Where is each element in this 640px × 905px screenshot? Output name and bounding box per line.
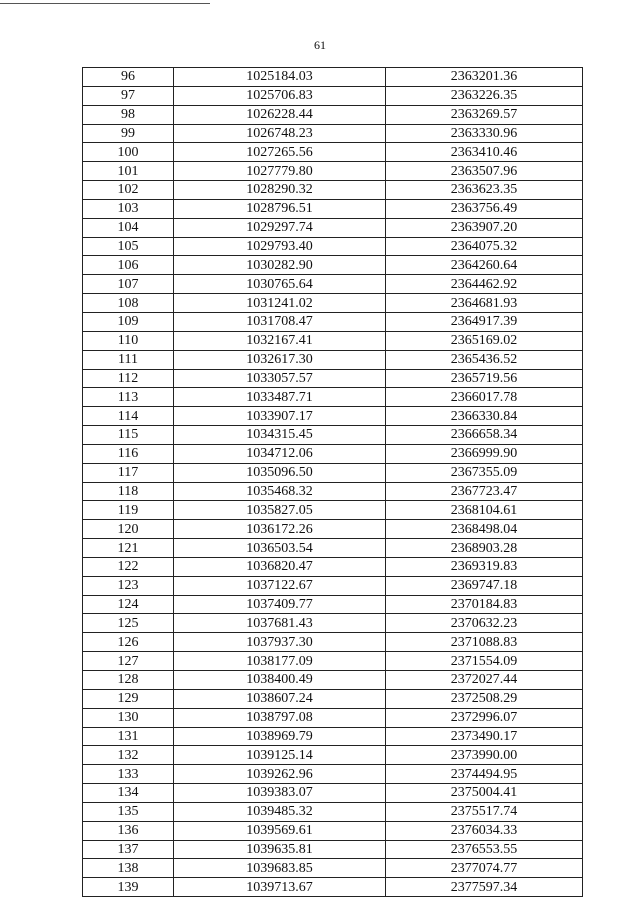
point-number-cell: 138 <box>83 859 174 878</box>
y-coordinate-cell: 2367723.47 <box>386 482 583 501</box>
x-coordinate-cell: 1037122.67 <box>174 576 386 595</box>
table-row <box>83 840 583 859</box>
point-number-cell: 129 <box>83 689 174 708</box>
x-coordinate-cell: 1027265.56 <box>174 143 386 162</box>
y-coordinate-cell: 2363330.96 <box>386 124 583 143</box>
x-coordinate-cell: 1027779.80 <box>174 162 386 181</box>
y-coordinate-cell: 2369319.83 <box>386 557 583 576</box>
y-coordinate-cell: 2363226.35 <box>386 86 583 105</box>
y-coordinate-cell: 2365169.02 <box>386 331 583 350</box>
point-number-cell: 124 <box>83 595 174 614</box>
table-row <box>83 124 583 143</box>
table-row <box>83 727 583 746</box>
table-row <box>83 576 583 595</box>
x-coordinate-cell: 1025184.03 <box>174 68 386 87</box>
table-row <box>83 86 583 105</box>
table-row <box>83 520 583 539</box>
point-number-cell: 117 <box>83 463 174 482</box>
table-row <box>83 633 583 652</box>
table-row <box>83 369 583 388</box>
x-coordinate-cell: 1038969.79 <box>174 727 386 746</box>
y-coordinate-cell: 2365436.52 <box>386 350 583 369</box>
x-coordinate-cell: 1039383.07 <box>174 784 386 803</box>
point-number-cell: 128 <box>83 671 174 690</box>
point-number-cell: 107 <box>83 275 174 294</box>
x-coordinate-cell: 1030765.64 <box>174 275 386 294</box>
x-coordinate-cell: 1036172.26 <box>174 520 386 539</box>
point-number-cell: 134 <box>83 784 174 803</box>
x-coordinate-cell: 1032167.41 <box>174 331 386 350</box>
x-coordinate-cell: 1037937.30 <box>174 633 386 652</box>
point-number-cell: 130 <box>83 708 174 727</box>
x-coordinate-cell: 1025706.83 <box>174 86 386 105</box>
table-row <box>83 444 583 463</box>
table-row <box>83 614 583 633</box>
x-coordinate-cell: 1036820.47 <box>174 557 386 576</box>
point-number-cell: 114 <box>83 407 174 426</box>
x-coordinate-cell: 1033487.71 <box>174 388 386 407</box>
y-coordinate-cell: 2363201.36 <box>386 68 583 87</box>
y-coordinate-cell: 2363756.49 <box>386 199 583 218</box>
point-number-cell: 100 <box>83 143 174 162</box>
y-coordinate-cell: 2363410.46 <box>386 143 583 162</box>
table-row <box>83 595 583 614</box>
point-number-cell: 106 <box>83 256 174 275</box>
x-coordinate-cell: 1034315.45 <box>174 426 386 445</box>
y-coordinate-cell: 2364260.64 <box>386 256 583 275</box>
y-coordinate-cell: 2364681.93 <box>386 294 583 313</box>
table-row <box>83 350 583 369</box>
point-number-cell: 96 <box>83 68 174 87</box>
y-coordinate-cell: 2364075.32 <box>386 237 583 256</box>
y-coordinate-cell: 2363269.57 <box>386 105 583 124</box>
x-coordinate-cell: 1037681.43 <box>174 614 386 633</box>
x-coordinate-cell: 1035827.05 <box>174 501 386 520</box>
y-coordinate-cell: 2368104.61 <box>386 501 583 520</box>
table-row <box>83 388 583 407</box>
table-row <box>83 746 583 765</box>
table-row <box>83 501 583 520</box>
table-row <box>83 294 583 313</box>
point-number-cell: 97 <box>83 86 174 105</box>
table-row <box>83 821 583 840</box>
point-number-cell: 105 <box>83 237 174 256</box>
x-coordinate-cell: 1033057.57 <box>174 369 386 388</box>
table-row <box>83 105 583 124</box>
point-number-cell: 98 <box>83 105 174 124</box>
table-row <box>83 275 583 294</box>
y-coordinate-cell: 2364917.39 <box>386 312 583 331</box>
point-number-cell: 123 <box>83 576 174 595</box>
x-coordinate-cell: 1037409.77 <box>174 595 386 614</box>
x-coordinate-cell: 1039713.67 <box>174 878 386 897</box>
y-coordinate-cell: 2363907.20 <box>386 218 583 237</box>
x-coordinate-cell: 1029297.74 <box>174 218 386 237</box>
table-row <box>83 312 583 331</box>
table-row <box>83 878 583 897</box>
table-row <box>83 784 583 803</box>
x-coordinate-cell: 1039485.32 <box>174 802 386 821</box>
x-coordinate-cell: 1039635.81 <box>174 840 386 859</box>
y-coordinate-cell: 2370632.23 <box>386 614 583 633</box>
y-coordinate-cell: 2374494.95 <box>386 765 583 784</box>
table-row <box>83 463 583 482</box>
y-coordinate-cell: 2373490.17 <box>386 727 583 746</box>
table-row <box>83 652 583 671</box>
x-coordinate-cell: 1039569.61 <box>174 821 386 840</box>
x-coordinate-cell: 1031241.02 <box>174 294 386 313</box>
table-row <box>83 482 583 501</box>
y-coordinate-cell: 2376553.55 <box>386 840 583 859</box>
x-coordinate-cell: 1039125.14 <box>174 746 386 765</box>
page-number: 61 <box>314 38 326 52</box>
x-coordinate-cell: 1036503.54 <box>174 539 386 558</box>
table-row <box>83 407 583 426</box>
y-coordinate-cell: 2377074.77 <box>386 859 583 878</box>
point-number-cell: 112 <box>83 369 174 388</box>
y-coordinate-cell: 2368498.04 <box>386 520 583 539</box>
point-number-cell: 104 <box>83 218 174 237</box>
x-coordinate-cell: 1026748.23 <box>174 124 386 143</box>
x-coordinate-cell: 1028290.32 <box>174 181 386 200</box>
point-number-cell: 131 <box>83 727 174 746</box>
point-number-cell: 135 <box>83 802 174 821</box>
point-number-cell: 127 <box>83 652 174 671</box>
point-number-cell: 111 <box>83 350 174 369</box>
point-number-cell: 137 <box>83 840 174 859</box>
point-number-cell: 136 <box>83 821 174 840</box>
coordinates-table <box>82 67 583 897</box>
point-number-cell: 125 <box>83 614 174 633</box>
point-number-cell: 108 <box>83 294 174 313</box>
x-coordinate-cell: 1039262.96 <box>174 765 386 784</box>
y-coordinate-cell: 2363623.35 <box>386 181 583 200</box>
x-coordinate-cell: 1029793.40 <box>174 237 386 256</box>
table-row <box>83 237 583 256</box>
point-number-cell: 101 <box>83 162 174 181</box>
point-number-cell: 102 <box>83 181 174 200</box>
point-number-cell: 122 <box>83 557 174 576</box>
table-row <box>83 143 583 162</box>
table-row <box>83 671 583 690</box>
y-coordinate-cell: 2377597.34 <box>386 878 583 897</box>
table-row <box>83 181 583 200</box>
x-coordinate-cell: 1038607.24 <box>174 689 386 708</box>
point-number-cell: 103 <box>83 199 174 218</box>
point-number-cell: 139 <box>83 878 174 897</box>
y-coordinate-cell: 2370184.83 <box>386 595 583 614</box>
x-coordinate-cell: 1035468.32 <box>174 482 386 501</box>
table-row <box>83 557 583 576</box>
x-coordinate-cell: 1038177.09 <box>174 652 386 671</box>
point-number-cell: 119 <box>83 501 174 520</box>
x-coordinate-cell: 1033907.17 <box>174 407 386 426</box>
y-coordinate-cell: 2368903.28 <box>386 539 583 558</box>
y-coordinate-cell: 2372508.29 <box>386 689 583 708</box>
y-coordinate-cell: 2366658.34 <box>386 426 583 445</box>
point-number-cell: 99 <box>83 124 174 143</box>
table-row <box>83 199 583 218</box>
x-coordinate-cell: 1039683.85 <box>174 859 386 878</box>
table-row <box>83 426 583 445</box>
y-coordinate-cell: 2369747.18 <box>386 576 583 595</box>
y-coordinate-cell: 2371554.09 <box>386 652 583 671</box>
table-row <box>83 708 583 727</box>
x-coordinate-cell: 1026228.44 <box>174 105 386 124</box>
x-coordinate-cell: 1031708.47 <box>174 312 386 331</box>
y-coordinate-cell: 2376034.33 <box>386 821 583 840</box>
y-coordinate-cell: 2372996.07 <box>386 708 583 727</box>
table-row <box>83 218 583 237</box>
x-coordinate-cell: 1038400.49 <box>174 671 386 690</box>
y-coordinate-cell: 2371088.83 <box>386 633 583 652</box>
point-number-cell: 113 <box>83 388 174 407</box>
point-number-cell: 133 <box>83 765 174 784</box>
table-row <box>83 765 583 784</box>
y-coordinate-cell: 2367355.09 <box>386 463 583 482</box>
y-coordinate-cell: 2365719.56 <box>386 369 583 388</box>
y-coordinate-cell: 2372027.44 <box>386 671 583 690</box>
y-coordinate-cell: 2366330.84 <box>386 407 583 426</box>
table-row <box>83 162 583 181</box>
table-row <box>83 689 583 708</box>
y-coordinate-cell: 2375004.41 <box>386 784 583 803</box>
y-coordinate-cell: 2373990.00 <box>386 746 583 765</box>
y-coordinate-cell: 2363507.96 <box>386 162 583 181</box>
point-number-cell: 110 <box>83 331 174 350</box>
point-number-cell: 118 <box>83 482 174 501</box>
point-number-cell: 116 <box>83 444 174 463</box>
table-row <box>83 68 583 87</box>
y-coordinate-cell: 2375517.74 <box>386 802 583 821</box>
point-number-cell: 126 <box>83 633 174 652</box>
point-number-cell: 121 <box>83 539 174 558</box>
x-coordinate-cell: 1030282.90 <box>174 256 386 275</box>
table-body <box>83 68 583 897</box>
x-coordinate-cell: 1034712.06 <box>174 444 386 463</box>
table-row <box>83 256 583 275</box>
table-row <box>83 859 583 878</box>
table-row <box>83 539 583 558</box>
x-coordinate-cell: 1028796.51 <box>174 199 386 218</box>
point-number-cell: 109 <box>83 312 174 331</box>
y-coordinate-cell: 2366999.90 <box>386 444 583 463</box>
table-row <box>83 331 583 350</box>
y-coordinate-cell: 2366017.78 <box>386 388 583 407</box>
header-rule <box>0 3 210 4</box>
point-number-cell: 132 <box>83 746 174 765</box>
x-coordinate-cell: 1032617.30 <box>174 350 386 369</box>
y-coordinate-cell: 2364462.92 <box>386 275 583 294</box>
x-coordinate-cell: 1038797.08 <box>174 708 386 727</box>
point-number-cell: 115 <box>83 426 174 445</box>
x-coordinate-cell: 1035096.50 <box>174 463 386 482</box>
table-row <box>83 802 583 821</box>
point-number-cell: 120 <box>83 520 174 539</box>
